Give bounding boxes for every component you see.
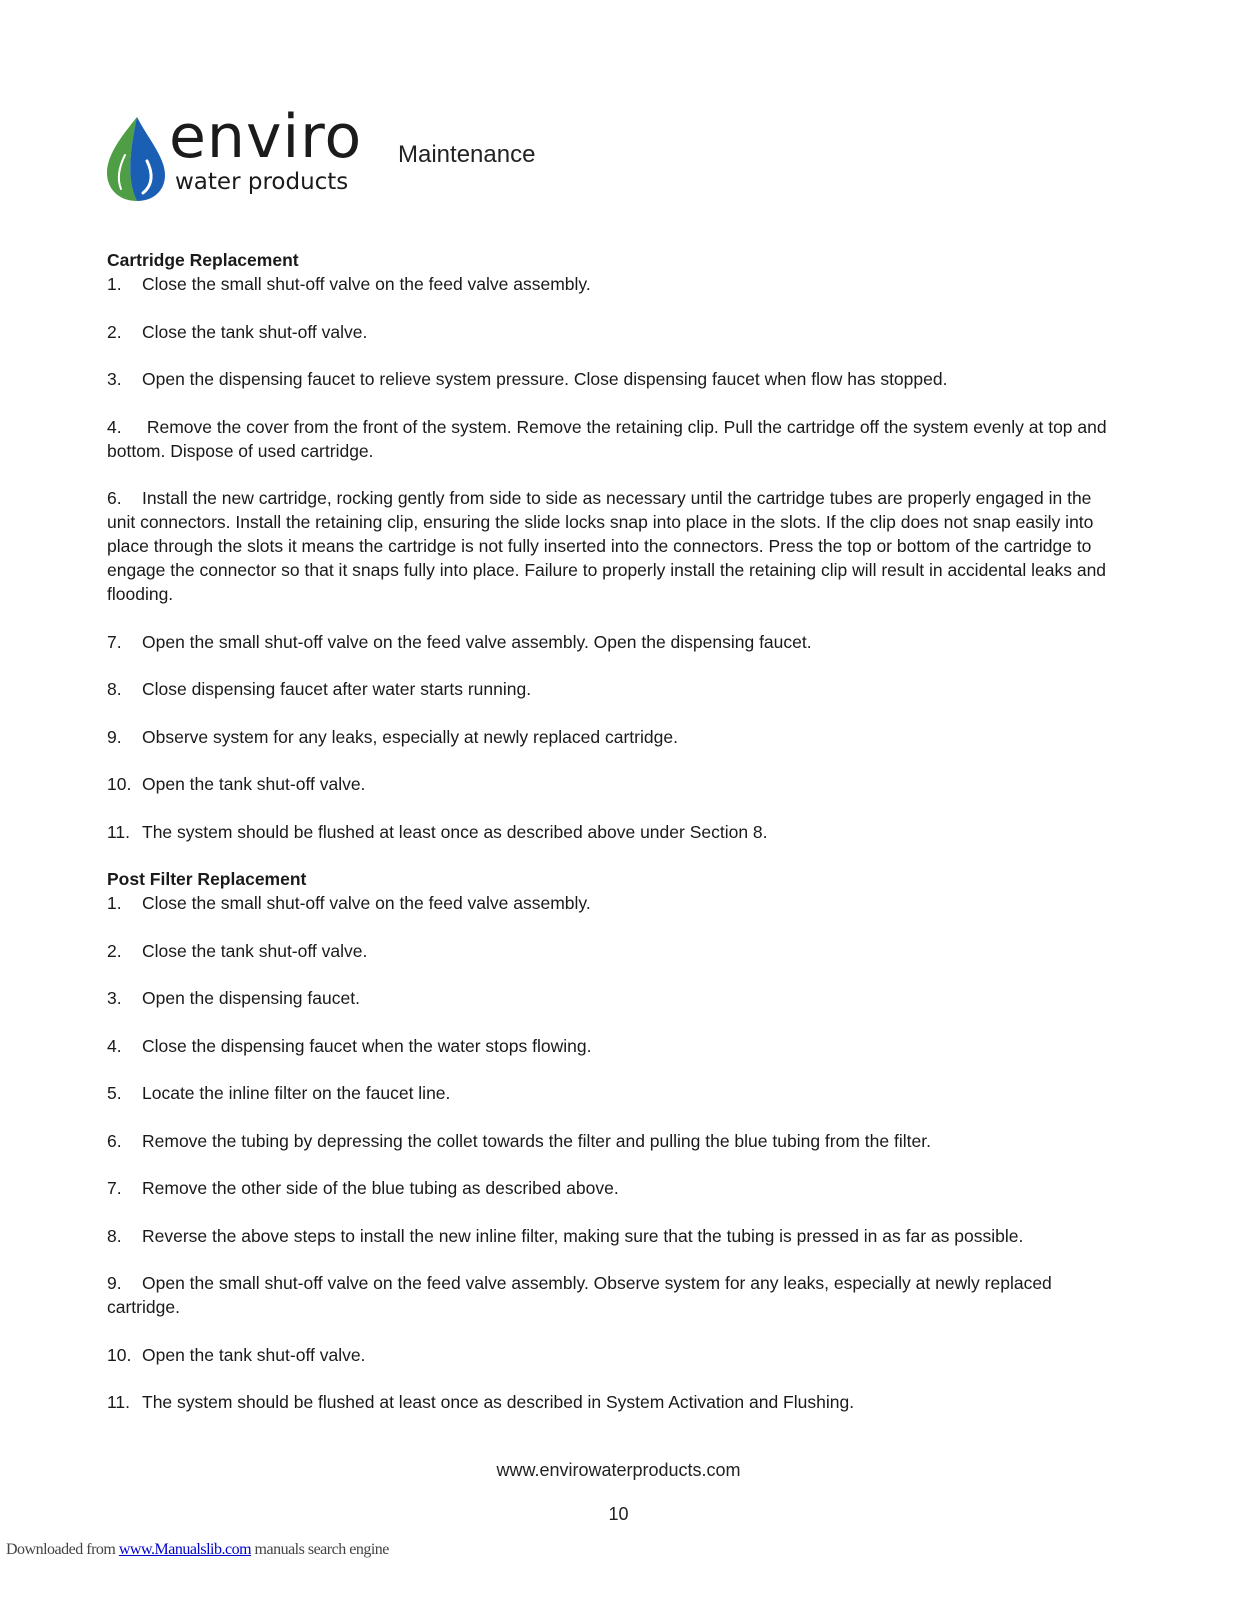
step-text: Open the dispensing faucet.	[142, 988, 360, 1008]
step-text: Reverse the above steps to install the new inline filter, making sure that the tubing is pressed in as far as possible.	[142, 1225, 1024, 1246]
step-number: 4.	[107, 416, 122, 437]
list-item	[107, 1081, 1117, 1105]
list-item	[107, 1129, 1117, 1153]
step-number: 7.	[107, 631, 122, 652]
download-prefix: Downloaded from	[6, 1541, 119, 1558]
step-text: Open the tank shut-off valve.	[142, 1344, 366, 1365]
step-text: Remove the other side of the blue tubing as described above.	[142, 1178, 619, 1198]
list-item	[107, 1271, 1117, 1319]
list-item	[107, 1224, 1117, 1248]
step-number: 3.	[107, 988, 122, 1008]
manualslib-link[interactable]: www.Manualslib.com	[118, 1541, 252, 1558]
step-number: 1.	[107, 893, 122, 913]
list-item	[107, 415, 1117, 463]
step-number: 10.	[107, 1344, 132, 1365]
step-text: Remove the tubing by depressing the collet towards the filter and pulling the blue tubing from the filter.	[142, 1130, 931, 1151]
step-number: 6.	[107, 1130, 122, 1151]
list-item	[107, 630, 1117, 654]
step-text: Close the small shut-off valve on the feed valve assembly.	[142, 274, 591, 294]
step-number: 5.	[107, 1083, 122, 1103]
logo-wordmark: enviro	[169, 102, 363, 172]
section-cartridge-replacement	[107, 248, 1117, 844]
list-item	[107, 1176, 1117, 1200]
step-text: Open the small shut-off valve on the feed valve assembly. Observe system for any leaks, especially at newly replaced cartridge.	[107, 1273, 1052, 1317]
list-item	[107, 272, 1117, 296]
step-text: Observe system for any leaks, especially at newly replaced cartridge.	[142, 726, 678, 747]
step-text: Locate the inline filter on the faucet line.	[142, 1083, 451, 1103]
step-text: Open the tank shut-off valve.	[142, 774, 366, 794]
section-post-filter-replacement	[107, 867, 1117, 1414]
list-item	[107, 891, 1117, 915]
list-item	[107, 1343, 1117, 1367]
step-number: 4.	[107, 1035, 122, 1056]
step-number: 11.	[107, 821, 131, 842]
step-number: 11.	[107, 1392, 131, 1412]
section-heading: Cartridge Replacement	[107, 250, 299, 270]
list-item	[107, 1034, 1117, 1058]
list-item	[107, 320, 1117, 344]
step-number: 8.	[107, 1225, 122, 1246]
step-text: Open the small shut-off valve on the feed valve assembly. Open the dispensing faucet.	[142, 631, 812, 652]
list-item	[107, 939, 1117, 963]
step-number: 1.	[107, 274, 122, 294]
list-item	[107, 1390, 1117, 1414]
step-number: 7.	[107, 1178, 122, 1198]
step-text: Close dispensing faucet after water starts running.	[142, 679, 532, 699]
enviro-logo-icon	[107, 115, 167, 201]
page-number: 10	[608, 1504, 629, 1524]
step-number: 8.	[107, 679, 122, 699]
step-text: Close the tank shut-off valve.	[142, 940, 368, 961]
step-number: 9.	[107, 1273, 122, 1293]
footer-website-url: www.envirowaterproducts.com	[496, 1460, 741, 1480]
list-item	[107, 486, 1117, 606]
list-item	[107, 986, 1117, 1010]
page-header	[107, 102, 627, 205]
list-item	[107, 820, 1117, 844]
step-text: Remove the cover from the front of the system. Remove the retaining clip. Pull the cartridge off the system evenly at top and bottom. Dispose of used cartridge.	[107, 416, 1107, 461]
list-item	[107, 677, 1117, 701]
step-text: Close the dispensing faucet when the water stops flowing.	[142, 1035, 592, 1056]
step-text: Install the new cartridge, rocking gently from side to side as necessary until the cartridge tubes are properly engaged in the unit connectors. Install the retaining clip, ensuring the slide locks snap into place in the slots. If the clip does not snap easily into place through the slots it means the cartridge is not fully inserted into the connectors. Press the top or bottom of the cartridge to engage the connector so that it snaps fully into place. Failure to properly install the retaining clip will result in accidental leaks and flooding.	[107, 488, 1107, 604]
step-text: Close the small shut-off valve on the feed valve assembly.	[142, 893, 591, 913]
step-text: Open the dispensing faucet to relieve system pressure. Close dispensing faucet when flow has stopped.	[142, 369, 948, 389]
logo-tagline: water products	[175, 169, 349, 195]
list-item	[107, 772, 1117, 796]
download-suffix: manuals search engine	[251, 1541, 389, 1558]
step-text: Close the tank shut-off valve.	[142, 321, 368, 342]
step-number: 2.	[107, 940, 122, 961]
step-number: 10.	[107, 774, 132, 794]
document-body	[107, 248, 1117, 1414]
list-item	[107, 367, 1117, 391]
step-text: The system should be flushed at least once as described in System Activation and Flushing.	[142, 1392, 855, 1412]
step-number: 2.	[107, 321, 122, 342]
step-text: The system should be flushed at least once as described above under Section 8.	[142, 821, 768, 842]
step-number: 6.	[107, 488, 122, 508]
section-heading: Post Filter Replacement	[107, 869, 307, 889]
page-title: Maintenance	[398, 141, 536, 168]
download-notice	[6, 1541, 389, 1559]
step-number: 3.	[107, 369, 122, 389]
list-item	[107, 725, 1117, 749]
step-number: 9.	[107, 726, 122, 747]
